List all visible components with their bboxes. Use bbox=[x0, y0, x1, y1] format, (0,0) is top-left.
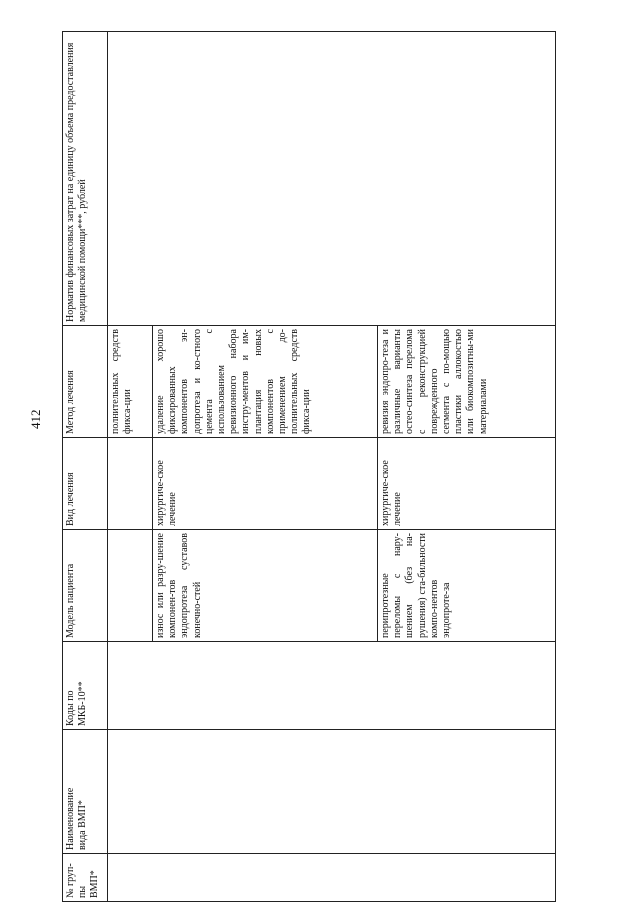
vmp-table bbox=[62, 31, 556, 902]
cell-vmp-name bbox=[108, 730, 556, 854]
col-mkb-codes: Коды по МКБ-10** bbox=[63, 642, 108, 730]
page-number: 412 bbox=[28, 409, 43, 429]
cell-treatment-type: хирургиче-ское лечение bbox=[378, 438, 556, 530]
table-rotated-wrapper bbox=[62, 32, 556, 902]
cell-patient-model: износ или разру-шение компонен-тов эндопротеза суставов конечно-стей bbox=[153, 530, 378, 642]
cell-patient-model bbox=[108, 530, 153, 642]
cell-group-number bbox=[108, 854, 556, 902]
col-vmp-name: Наименование вида ВМП* bbox=[63, 730, 108, 854]
col-treatment-method: Метод лечения bbox=[63, 326, 108, 438]
cell-treatment-method: полнительных средств фикса-ции bbox=[108, 326, 153, 438]
cell-financial-norm bbox=[108, 32, 556, 326]
cell-treatment-method: удаление хорошо фиксированных компонентов эн-допротеза и ко-стного цемента с использованием ревизионного набора инстру-ментов и им-плантация новых компонентов с применением до-полнительных средств фикса-ции bbox=[153, 326, 378, 438]
col-group-number: № груп- пы ВМП* bbox=[63, 854, 108, 902]
col-patient-model: Модель пациента bbox=[63, 530, 108, 642]
cell-mkb-codes bbox=[108, 642, 556, 730]
col-financial-norm: Норматив финансовых затрат на единицу объема предоставления медицинской помощи***, рублей bbox=[63, 32, 108, 326]
col-treatment-type: Вид лечения bbox=[63, 438, 108, 530]
cell-treatment-method: ревизия эндопро-теза и различные варианты остео-синтеза перелома с реконструкцией поврежденного сегмента с по-мощью пластики аллокостью или биокомпозитны-ми материалами bbox=[378, 326, 556, 438]
cell-treatment-type: хирургиче-ское лечение bbox=[153, 438, 378, 530]
table-row bbox=[108, 32, 153, 902]
header-row bbox=[63, 32, 108, 902]
cell-patient-model: перипротезные переломы с нару-шением (без на-рушения) ста-бильности компо-нентов эндопроте-за bbox=[378, 530, 556, 642]
cell-treatment-type bbox=[108, 438, 153, 530]
